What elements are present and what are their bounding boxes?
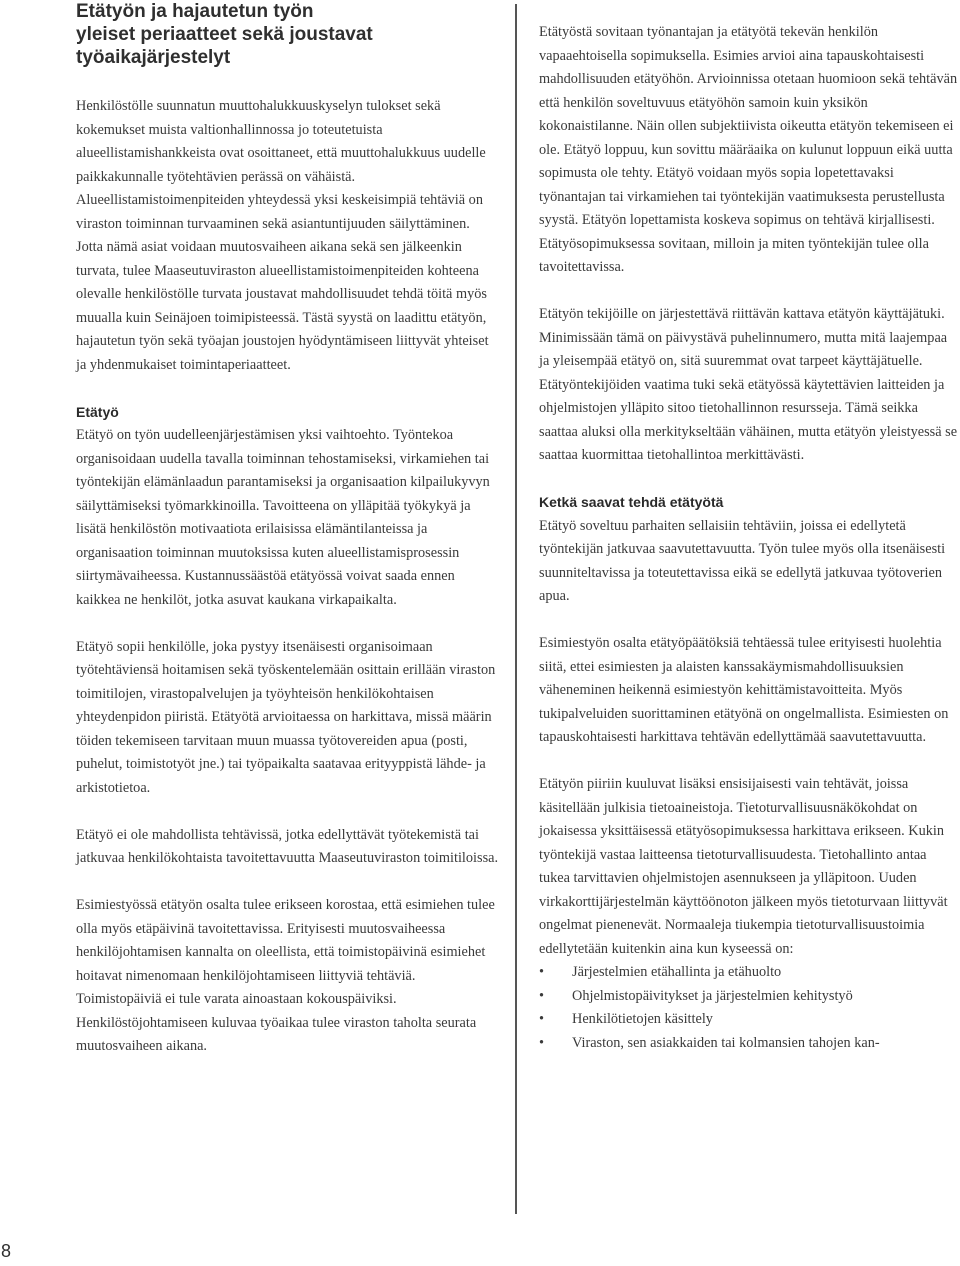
- section-heading-ketka: Ketkä saavat tehdä etätyötä: [539, 494, 724, 510]
- page-title-line-1: Etätyön ja hajautetun työn: [76, 1, 314, 22]
- esimiestyo-paragraph: Esimiestyössä etätyön osalta tulee erikseen korostaa, että esimiehen tulee olla myös etäpäivinä tavoitettavissa. Erityisesti muutosvaiheessa henkilöjohtamisen kannalta on oleellista, että toimistopäivinä esimiehet hoitavat nimenomaan henkilöjohtamiseen liittyviä tehtäviä. Toimistopäiviä ei tule varata ainoastaan kokouspäiviksi. Henkilöstöjohtamiseen kuluvaa työaikaa tulee viraston taholta seurata muutosvaiheen aikana.: [76, 897, 495, 1054]
- bullet-icon: •: [539, 987, 545, 1004]
- right-column: [539, 21, 960, 1055]
- tietoturva-paragraph: Etätyön piiriin kuuluvat lisäksi ensisijaisesti vain tehtävät, joissa käsitellään julkisia tietoaineistoja. Tietoturvallisuusnäkökohdat on jokaisessa yksittäisessä etätyösopimuksessa harkittava erikseen. Kukin työntekijä vastaa laitteensa tietoturvallisuudesta. Tietohallinto antaa tukea tarvittavien ohjelmistojen asennukseen ja ylläpitoon. Uuden virkakorttijärjestelmän käyttöönoton jälkeen myös tietoturvaan liittyvät ongelmat pienenevät. Normaaleja tiukempia tietoturvallisuustoimia edellytetään kuitenkin aina kun kyseessä on:: [539, 776, 948, 957]
- left-column: [76, 95, 500, 1059]
- intro-paragraph: Henkilöstölle suunnatun muuttohalukkuuskyselyn tulokset sekä kokemukset muista valtionhallinnossa jo toteutetuista alueellistamishankkeista ovat osoittaneet, että muuttohalukkuus uudelle paikkakunnalle työtehtävien perässä on vähäistä. Alueellistamistoimenpiteiden yhteydessä yksi keskeisimpiä tehtäviä on viraston toiminnan turvaaminen sekä asiantuntijuuden säilyttäminen. Jotta nämä asiat voidaan muutosvaiheen aikana sekä sen jälkeenkin turvata, tulee Maaseutuviraston alueellistamistoimenpiteiden kohteena olevalle henkilöstölle turvata joustavat mahdollisuudet tehdä töitä myös muualla kuin Seinäjoen toimipisteessä. Tästä syystä on laadittu etätyön, hajautetun työn sekä työajan joustojen hyödyntämiseen liittyvät yhteiset ja yhdenmukaiset toimintaperiaatteet.: [76, 98, 489, 373]
- list-item: [539, 985, 960, 1009]
- tietoturva-list: [539, 961, 960, 1055]
- page-title: [76, 0, 496, 69]
- list-item-text: Ohjelmistopäivitykset ja järjestelmien kehitystyö: [572, 987, 853, 1004]
- bullet-icon: •: [539, 964, 545, 980]
- list-item: [539, 1008, 960, 1032]
- page-title-line-3: työaikajärjestelyt: [76, 47, 231, 68]
- kayttajatuki-paragraph: Etätyön tekijöille on järjestettävä riittävän kattava etätyön käyttäjätuki. Minimissään tämä on päivystävä puhelinnumero, mutta mitä laajempaa ja yleisempää etätyö on, sitä suuremmat ovat tarpeet käyttäjätuelle. Etätyöntekijöiden vaatima tuki sekä etätyössä käytettävien laitteiden ja ohjelmistojen ylläpito sitoo tietohallinnon resursseja. Tämä seikka saattaa aluksi olla merkitykseltään vähäinen, mutta etätyön yleistyessä se saattaa kuormittaa tietohallintoa merkittävästi.: [539, 306, 958, 463]
- page-title-line-2: yleiset periaatteet sekä joustavat: [76, 24, 373, 45]
- page-number: 8: [1, 1241, 12, 1261]
- sopimus-paragraph: Etätyöstä sovitaan työnantajan ja etätyötä tekevän henkilön vapaaehtoisella sopimuksella. Esimies arvioi aina tapauskohtaisesti mahdollisuuden etätyöhön. Arvioinnissa otetaan huomioon sekä tehtävän että henkilön soveltuvuus etätyöhön samoin kuin yksikön kokonaistilanne. Näin ollen subjektiivista oikeutta etätyön tekemiseen ei ole. Etätyö loppuu, kun sovittu määräaika on kulunut loppuun eikä uutta sopimusta ole tehty. Etätyö voidaan myös sopia lopetettavaksi työnantajan tai virkamiehen tai työntekijän vaatimuksesta perustellusta syystä. Etätyön lopettamista koskeva sopimus on tehtävä kirjallisesti. Etätyösopimuksessa sovitaan, milloin ja miten työntekijän tulee olla tavoitettavissa.: [539, 24, 958, 275]
- section-heading-etatyo: Etätyö: [76, 403, 119, 420]
- bullet-icon: •: [539, 1034, 545, 1051]
- list-item-text: Viraston, sen asiakkaiden tai kolmansien tahojen kan-: [572, 1034, 880, 1051]
- ei-mahdollista-paragraph: Etätyö ei ole mahdollista tehtävissä, jotka edellyttävät työtekemistä tai jatkuvaa henkilökohtaista tavoitettavuutta Maaseutuviraston toimitiloissa.: [76, 826, 499, 866]
- column-divider: [515, 4, 517, 1214]
- etatyo-paragraph: Etätyö on työn uudelleenjärjestämisen yksi vaihtoehto. Työntekoa organisoidaan uudella tavalla toiminnan tehostamiseksi, virkamiehen tai työntekijän elämänlaadun parantamiseksi ja organisaation kilpailukyvyn säilyttämiseksi työmarkkinoilla. Tavoitteena on ylläpitää työkykyä ja lisätä henkilöstön motivaatiota erilaisissa elämäntilanteissa ja organisaation toiminnan muutoksissa kuten alueellistamisprosessin siirtymävaiheessa. Kustannussäästöä etätyössä voivat saada ennen kaikkea ne henkilöt, jotka asuvat kaukana virkapaikalta.: [76, 427, 490, 608]
- list-item-text: Henkilötietojen käsittely: [572, 1011, 713, 1027]
- sopii-paragraph: Etätyö sopii henkilölle, joka pystyy itsenäisesti organisoimaan työtehtäviensä hoitamisen sekä työskentelemään osittain erillään viraston toimitilojen, virastopalvelujen ja työyhteisön henkilökohtaisen yhteydenpidon piiristä. Etätyötä arvioitaessa on harkittava, missä määrin töiden tekemiseen tarvitaan muun muassa työtovereiden apua (posti, puhelut, toimistotyöt jne.) tai työpaikalta saatavaa erityyppistä lähde- ja arkistotietoa.: [76, 638, 496, 796]
- list-item: [539, 961, 960, 985]
- esimiestyon-osalta-paragraph: Esimiestyön osalta etätyöpäätöksiä tehtäessä tulee erityisesti huolehtia siitä, ettei esimiesten ja alaisten kanssakäymismahdollisuuksien väheneminen heikennä esimiestyön kehittämistavoitteita. Myös tukipalveluiden suorittaminen etätyönä on ongelmallista. Esimiesten on tapauskohtaisesti harkittava tehtävän edellyttämää saavutettavuutta.: [539, 635, 949, 745]
- list-item-text: Järjestelmien etähallinta ja etähuolto: [572, 964, 782, 980]
- ketka-paragraph: Etätyö soveltuu parhaiten sellaisiin tehtäviin, joissa ei edellytetä työntekijän jatkuvaa saavutettavuutta. Työn tulee myös olla itsenäisesti suunniteltavissa ja toteutettavissa eikä se edellytä jatkuvaa työtoverien apua.: [539, 517, 946, 604]
- list-item: [539, 1032, 960, 1056]
- bullet-icon: •: [539, 1011, 545, 1027]
